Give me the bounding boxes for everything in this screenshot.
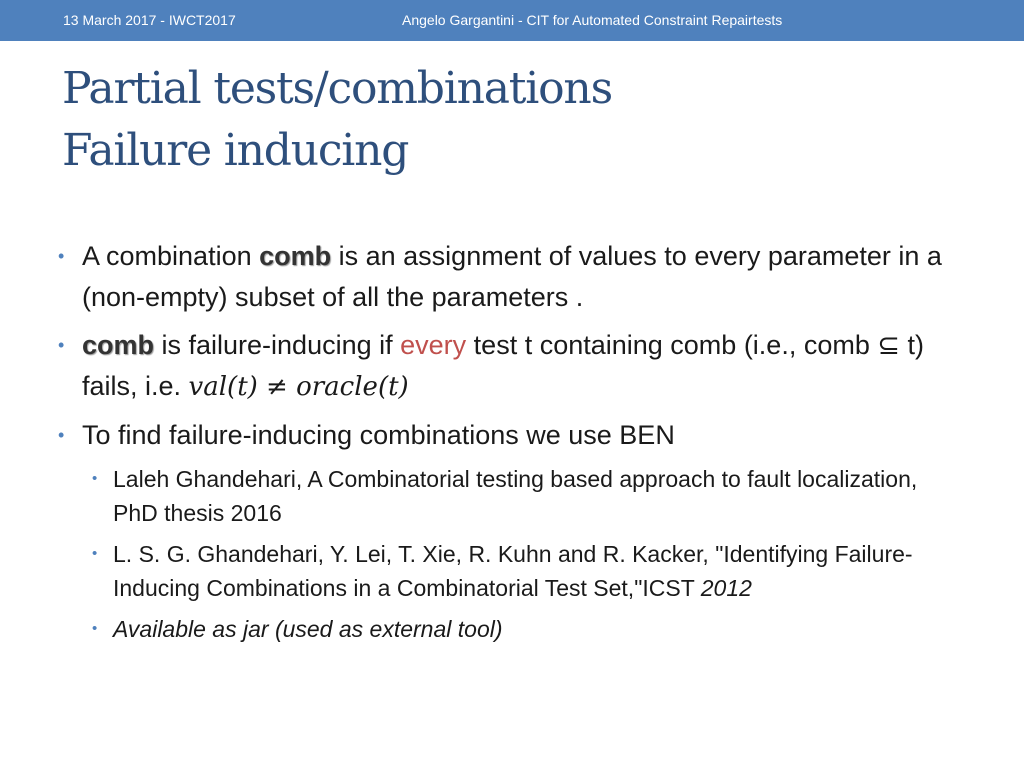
sub-bullet-icon: • <box>92 470 98 487</box>
term-comb: comb <box>82 330 155 360</box>
slide-title <box>62 58 962 182</box>
sub-bullet-item <box>92 537 933 605</box>
bullet-text-post2: t) fails, i.e. <box>82 330 924 401</box>
math-expression: val(t) ≠ oracle(t) <box>188 372 409 402</box>
sub-bullet-text: Laleh Ghandehari, A Combinatorial testing based approach to fault localization, PhD thesis 2016 <box>113 466 918 526</box>
sub-bullet-text: L. S. G. Ghandehari, Y. Lei, T. Xie, R. Kuhn and R. Kacker, "Identifying Failure-Inducing Combinations in a Combinatorial Test Set,"ICST <box>113 541 913 601</box>
title-line-2: Failure inducing <box>62 125 409 176</box>
bullet-item <box>58 415 942 456</box>
title-line-1: Partial tests/combinations <box>62 63 612 114</box>
bullet-text-mid: is failure-inducing if <box>154 330 401 360</box>
bullet-text-post: is an assignment of values to every parameter in a (non-empty) subset of all the parameters . <box>82 241 942 312</box>
header-author: Angelo Gargantini - CIT for Automated Constraint Repairtests <box>402 12 783 28</box>
bullet-icon: • <box>58 246 65 266</box>
bullet-text: To find failure-inducing combinations we use BEN <box>82 420 675 450</box>
sub-bullet-text: Available as jar (used as external tool) <box>113 616 503 642</box>
sub-bullet-item <box>92 462 933 530</box>
sub-bullet-year: 2012 <box>700 575 752 601</box>
sub-bullet-icon: • <box>92 620 98 637</box>
bullet-item <box>58 236 942 318</box>
bullet-item <box>58 325 942 408</box>
sub-bullet-item <box>92 612 933 646</box>
header-date: 13 March 2017 - IWCT2017 <box>63 12 236 28</box>
header-bar <box>0 0 1024 41</box>
highlight-every: every <box>400 330 467 360</box>
term-comb: comb <box>259 241 332 271</box>
bullet-text-post: test t containing comb (i.e., comb <box>466 330 870 360</box>
subset-symbol: ⊆ <box>877 330 900 360</box>
sub-bullet-icon: • <box>92 545 98 562</box>
bullet-icon: • <box>58 425 65 445</box>
bullet-text-pre: A combination <box>82 241 260 271</box>
bullet-icon: • <box>58 335 65 355</box>
